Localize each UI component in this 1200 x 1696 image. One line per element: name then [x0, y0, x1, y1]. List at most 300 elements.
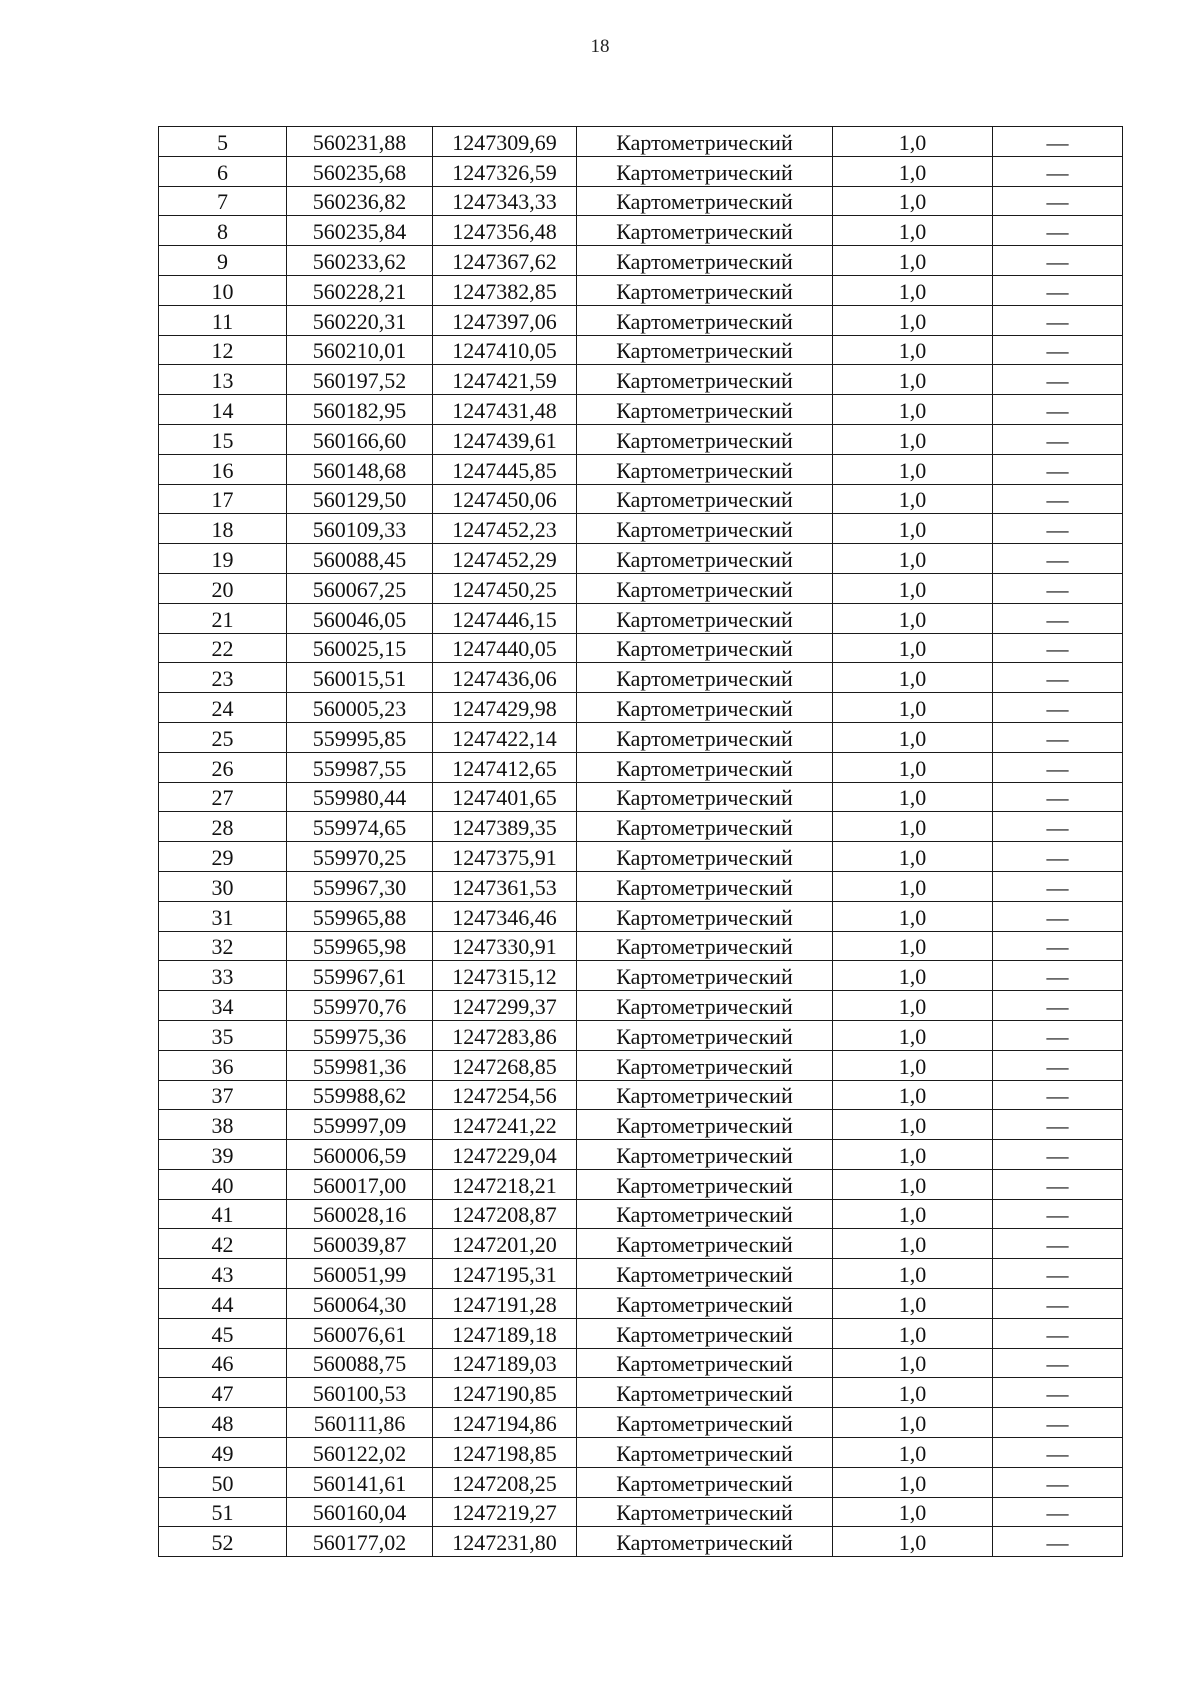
- coordinate-x-cell: 560122,02: [287, 1438, 433, 1468]
- table-row: [159, 544, 1123, 574]
- coordinate-y-cell: 1247361,53: [433, 871, 577, 901]
- accuracy-cell: 1,0: [833, 1289, 993, 1319]
- method-cell: Картометрический: [577, 484, 833, 514]
- accuracy-cell: 1,0: [833, 335, 993, 365]
- point-number-cell: 5: [159, 127, 287, 157]
- point-number-cell: 15: [159, 424, 287, 454]
- accuracy-cell: 1,0: [833, 633, 993, 663]
- coordinate-y-cell: 1247367,62: [433, 246, 577, 276]
- accuracy-cell: 1,0: [833, 1169, 993, 1199]
- accuracy-cell: 1,0: [833, 812, 993, 842]
- point-number-cell: 43: [159, 1259, 287, 1289]
- method-cell: Картометрический: [577, 603, 833, 633]
- point-number-cell: 29: [159, 842, 287, 872]
- accuracy-cell: 1,0: [833, 663, 993, 693]
- method-cell: Картометрический: [577, 1020, 833, 1050]
- accuracy-cell: 1,0: [833, 1229, 993, 1259]
- method-cell: Картометрический: [577, 305, 833, 335]
- table-row: [159, 186, 1123, 216]
- point-number-cell: 16: [159, 454, 287, 484]
- accuracy-cell: 1,0: [833, 1318, 993, 1348]
- coordinate-x-cell: 560076,61: [287, 1318, 433, 1348]
- method-cell: Картометрический: [577, 782, 833, 812]
- point-number-cell: 39: [159, 1140, 287, 1170]
- coordinate-y-cell: 1247268,85: [433, 1050, 577, 1080]
- coordinate-y-cell: 1247208,87: [433, 1199, 577, 1229]
- point-number-cell: 19: [159, 544, 287, 574]
- point-number-cell: 40: [159, 1169, 287, 1199]
- point-number-cell: 35: [159, 1020, 287, 1050]
- point-number-cell: 45: [159, 1318, 287, 1348]
- description-cell: —: [993, 186, 1123, 216]
- point-number-cell: 13: [159, 365, 287, 395]
- accuracy-cell: 1,0: [833, 901, 993, 931]
- accuracy-cell: 1,0: [833, 156, 993, 186]
- accuracy-cell: 1,0: [833, 1438, 993, 1468]
- coordinate-y-cell: 1247195,31: [433, 1259, 577, 1289]
- table-row: [159, 1140, 1123, 1170]
- method-cell: Картометрический: [577, 1289, 833, 1319]
- point-number-cell: 22: [159, 633, 287, 663]
- table-row: [159, 901, 1123, 931]
- description-cell: —: [993, 603, 1123, 633]
- coordinate-y-cell: 1247440,05: [433, 633, 577, 663]
- table-row: [159, 1110, 1123, 1140]
- coordinate-x-cell: 560064,30: [287, 1289, 433, 1319]
- coordinate-y-cell: 1247219,27: [433, 1497, 577, 1527]
- coordinate-x-cell: 559980,44: [287, 782, 433, 812]
- table-row: [159, 275, 1123, 305]
- accuracy-cell: 1,0: [833, 395, 993, 425]
- method-cell: Картометрический: [577, 1140, 833, 1170]
- coordinate-x-cell: 560039,87: [287, 1229, 433, 1259]
- coordinate-x-cell: 559981,36: [287, 1050, 433, 1080]
- method-cell: Картометрический: [577, 335, 833, 365]
- coordinate-y-cell: 1247375,91: [433, 842, 577, 872]
- coordinate-x-cell: 560025,15: [287, 633, 433, 663]
- table-row: [159, 603, 1123, 633]
- description-cell: —: [993, 1408, 1123, 1438]
- description-cell: —: [993, 1438, 1123, 1468]
- table-row: [159, 782, 1123, 812]
- coordinate-y-cell: 1247194,86: [433, 1408, 577, 1438]
- coordinate-y-cell: 1247189,18: [433, 1318, 577, 1348]
- coordinate-y-cell: 1247429,98: [433, 693, 577, 723]
- accuracy-cell: 1,0: [833, 1378, 993, 1408]
- description-cell: —: [993, 454, 1123, 484]
- coordinates-table-body: [159, 127, 1123, 1557]
- table-row: [159, 514, 1123, 544]
- method-cell: Картометрический: [577, 633, 833, 663]
- coordinate-x-cell: 560177,02: [287, 1527, 433, 1557]
- coordinate-y-cell: 1247343,33: [433, 186, 577, 216]
- coordinate-y-cell: 1247330,91: [433, 931, 577, 961]
- method-cell: Картометрический: [577, 1438, 833, 1468]
- point-number-cell: 36: [159, 1050, 287, 1080]
- coordinate-y-cell: 1247421,59: [433, 365, 577, 395]
- method-cell: Картометрический: [577, 1199, 833, 1229]
- table-row: [159, 693, 1123, 723]
- point-number-cell: 49: [159, 1438, 287, 1468]
- method-cell: Картометрический: [577, 1497, 833, 1527]
- accuracy-cell: 1,0: [833, 1467, 993, 1497]
- coordinate-x-cell: 560109,33: [287, 514, 433, 544]
- description-cell: —: [993, 633, 1123, 663]
- method-cell: Картометрический: [577, 663, 833, 693]
- coordinate-x-cell: 560005,23: [287, 693, 433, 723]
- coordinate-y-cell: 1247452,23: [433, 514, 577, 544]
- point-number-cell: 7: [159, 186, 287, 216]
- accuracy-cell: 1,0: [833, 1199, 993, 1229]
- method-cell: Картометрический: [577, 395, 833, 425]
- coordinate-x-cell: 560100,53: [287, 1378, 433, 1408]
- coordinate-y-cell: 1247389,35: [433, 812, 577, 842]
- page-number: 18: [590, 36, 610, 57]
- coordinate-x-cell: 560141,61: [287, 1467, 433, 1497]
- coordinate-y-cell: 1247446,15: [433, 603, 577, 633]
- coordinate-x-cell: 559965,88: [287, 901, 433, 931]
- description-cell: —: [993, 573, 1123, 603]
- point-number-cell: 12: [159, 335, 287, 365]
- coordinate-x-cell: 560017,00: [287, 1169, 433, 1199]
- table-row: [159, 931, 1123, 961]
- coordinate-y-cell: 1247315,12: [433, 961, 577, 991]
- accuracy-cell: 1,0: [833, 752, 993, 782]
- coordinate-x-cell: 559988,62: [287, 1080, 433, 1110]
- table-row: [159, 1289, 1123, 1319]
- method-cell: Картометрический: [577, 722, 833, 752]
- accuracy-cell: 1,0: [833, 961, 993, 991]
- method-cell: Картометрический: [577, 871, 833, 901]
- coordinate-x-cell: 560236,82: [287, 186, 433, 216]
- point-number-cell: 6: [159, 156, 287, 186]
- point-number-cell: 41: [159, 1199, 287, 1229]
- coordinate-x-cell: 560235,84: [287, 216, 433, 246]
- coordinate-y-cell: 1247326,59: [433, 156, 577, 186]
- coordinate-y-cell: 1247229,04: [433, 1140, 577, 1170]
- method-cell: Картометрический: [577, 1110, 833, 1140]
- point-number-cell: 11: [159, 305, 287, 335]
- accuracy-cell: 1,0: [833, 454, 993, 484]
- table-row: [159, 365, 1123, 395]
- coordinate-y-cell: 1247431,48: [433, 395, 577, 425]
- coordinate-x-cell: 559997,09: [287, 1110, 433, 1140]
- description-cell: —: [993, 722, 1123, 752]
- description-cell: —: [993, 1229, 1123, 1259]
- table-row: [159, 395, 1123, 425]
- accuracy-cell: 1,0: [833, 1020, 993, 1050]
- coordinate-x-cell: 560015,51: [287, 663, 433, 693]
- method-cell: Картометрический: [577, 246, 833, 276]
- accuracy-cell: 1,0: [833, 842, 993, 872]
- coordinate-x-cell: 560182,95: [287, 395, 433, 425]
- method-cell: Картометрический: [577, 931, 833, 961]
- table-row: [159, 842, 1123, 872]
- point-number-cell: 27: [159, 782, 287, 812]
- coordinate-y-cell: 1247190,85: [433, 1378, 577, 1408]
- description-cell: —: [993, 246, 1123, 276]
- method-cell: Картометрический: [577, 216, 833, 246]
- coordinate-x-cell: 560166,60: [287, 424, 433, 454]
- point-number-cell: 33: [159, 961, 287, 991]
- coordinate-x-cell: 560235,68: [287, 156, 433, 186]
- coordinate-x-cell: 560067,25: [287, 573, 433, 603]
- description-cell: —: [993, 335, 1123, 365]
- method-cell: Картометрический: [577, 961, 833, 991]
- coordinate-y-cell: 1247309,69: [433, 127, 577, 157]
- coordinate-y-cell: 1247201,20: [433, 1229, 577, 1259]
- table-row: [159, 1497, 1123, 1527]
- coordinate-x-cell: 559967,61: [287, 961, 433, 991]
- coordinate-x-cell: 560046,05: [287, 603, 433, 633]
- coordinate-x-cell: 560231,88: [287, 127, 433, 157]
- point-number-cell: 52: [159, 1527, 287, 1557]
- accuracy-cell: 1,0: [833, 931, 993, 961]
- description-cell: —: [993, 1289, 1123, 1319]
- method-cell: Картометрический: [577, 1050, 833, 1080]
- table-row: [159, 991, 1123, 1021]
- description-cell: —: [993, 812, 1123, 842]
- coordinate-x-cell: 559975,36: [287, 1020, 433, 1050]
- description-cell: —: [993, 1140, 1123, 1170]
- coordinate-y-cell: 1247189,03: [433, 1348, 577, 1378]
- coordinate-y-cell: 1247231,80: [433, 1527, 577, 1557]
- accuracy-cell: 1,0: [833, 693, 993, 723]
- method-cell: Картометрический: [577, 1348, 833, 1378]
- table-row: [159, 216, 1123, 246]
- coordinate-x-cell: 559974,65: [287, 812, 433, 842]
- description-cell: —: [993, 901, 1123, 931]
- description-cell: —: [993, 305, 1123, 335]
- coordinate-y-cell: 1247382,85: [433, 275, 577, 305]
- table-row: [159, 1378, 1123, 1408]
- accuracy-cell: 1,0: [833, 1140, 993, 1170]
- point-number-cell: 50: [159, 1467, 287, 1497]
- method-cell: Картометрический: [577, 1169, 833, 1199]
- coordinate-y-cell: 1247191,28: [433, 1289, 577, 1319]
- method-cell: Картометрический: [577, 901, 833, 931]
- accuracy-cell: 1,0: [833, 275, 993, 305]
- method-cell: Картометрический: [577, 514, 833, 544]
- table-row: [159, 663, 1123, 693]
- coordinate-x-cell: 560148,68: [287, 454, 433, 484]
- point-number-cell: 46: [159, 1348, 287, 1378]
- point-number-cell: 17: [159, 484, 287, 514]
- coordinate-x-cell: 559967,30: [287, 871, 433, 901]
- description-cell: —: [993, 1497, 1123, 1527]
- coordinate-x-cell: 560197,52: [287, 365, 433, 395]
- coordinate-x-cell: 559987,55: [287, 752, 433, 782]
- table-row: [159, 1438, 1123, 1468]
- table-row: [159, 1199, 1123, 1229]
- table-row: [159, 573, 1123, 603]
- point-number-cell: 9: [159, 246, 287, 276]
- accuracy-cell: 1,0: [833, 1527, 993, 1557]
- coordinate-y-cell: 1247299,37: [433, 991, 577, 1021]
- description-cell: —: [993, 871, 1123, 901]
- accuracy-cell: 1,0: [833, 573, 993, 603]
- point-number-cell: 26: [159, 752, 287, 782]
- description-cell: —: [993, 693, 1123, 723]
- coordinate-x-cell: 560111,86: [287, 1408, 433, 1438]
- description-cell: —: [993, 663, 1123, 693]
- coordinate-y-cell: 1247218,21: [433, 1169, 577, 1199]
- accuracy-cell: 1,0: [833, 991, 993, 1021]
- coordinate-y-cell: 1247422,14: [433, 722, 577, 752]
- accuracy-cell: 1,0: [833, 1408, 993, 1438]
- coordinate-y-cell: 1247439,61: [433, 424, 577, 454]
- description-cell: —: [993, 275, 1123, 305]
- table-row: [159, 812, 1123, 842]
- description-cell: —: [993, 424, 1123, 454]
- method-cell: Картометрический: [577, 693, 833, 723]
- method-cell: Картометрический: [577, 1408, 833, 1438]
- coordinate-x-cell: 560160,04: [287, 1497, 433, 1527]
- accuracy-cell: 1,0: [833, 1050, 993, 1080]
- description-cell: —: [993, 842, 1123, 872]
- accuracy-cell: 1,0: [833, 424, 993, 454]
- method-cell: Картометрический: [577, 1527, 833, 1557]
- description-cell: —: [993, 1050, 1123, 1080]
- point-number-cell: 18: [159, 514, 287, 544]
- accuracy-cell: 1,0: [833, 544, 993, 574]
- accuracy-cell: 1,0: [833, 484, 993, 514]
- coordinate-x-cell: 560088,45: [287, 544, 433, 574]
- method-cell: Картометрический: [577, 275, 833, 305]
- method-cell: Картометрический: [577, 1467, 833, 1497]
- table-row: [159, 1408, 1123, 1438]
- description-cell: —: [993, 1318, 1123, 1348]
- method-cell: Картометрический: [577, 1229, 833, 1259]
- point-number-cell: 25: [159, 722, 287, 752]
- coordinate-y-cell: 1247410,05: [433, 335, 577, 365]
- point-number-cell: 51: [159, 1497, 287, 1527]
- method-cell: Картометрический: [577, 454, 833, 484]
- table-row: [159, 1467, 1123, 1497]
- point-number-cell: 31: [159, 901, 287, 931]
- coordinate-y-cell: 1247397,06: [433, 305, 577, 335]
- table-row: [159, 722, 1123, 752]
- table-row: [159, 1169, 1123, 1199]
- table-row: [159, 752, 1123, 782]
- coordinate-y-cell: 1247254,56: [433, 1080, 577, 1110]
- accuracy-cell: 1,0: [833, 246, 993, 276]
- accuracy-cell: 1,0: [833, 1348, 993, 1378]
- table-row: [159, 305, 1123, 335]
- point-number-cell: 8: [159, 216, 287, 246]
- accuracy-cell: 1,0: [833, 186, 993, 216]
- description-cell: —: [993, 1199, 1123, 1229]
- table-row: [159, 1348, 1123, 1378]
- method-cell: Картометрический: [577, 1378, 833, 1408]
- table-row: [159, 871, 1123, 901]
- description-cell: —: [993, 1169, 1123, 1199]
- coordinate-x-cell: 560228,21: [287, 275, 433, 305]
- accuracy-cell: 1,0: [833, 514, 993, 544]
- table-row: [159, 1318, 1123, 1348]
- table-row: [159, 633, 1123, 663]
- coordinate-x-cell: 560028,16: [287, 1199, 433, 1229]
- method-cell: Картометрический: [577, 842, 833, 872]
- point-number-cell: 32: [159, 931, 287, 961]
- point-number-cell: 20: [159, 573, 287, 603]
- point-number-cell: 23: [159, 663, 287, 693]
- description-cell: —: [993, 991, 1123, 1021]
- method-cell: Картометрический: [577, 752, 833, 782]
- table-row: [159, 454, 1123, 484]
- method-cell: Картометрический: [577, 186, 833, 216]
- point-number-cell: 24: [159, 693, 287, 723]
- coordinate-y-cell: 1247436,06: [433, 663, 577, 693]
- coordinate-y-cell: 1247412,65: [433, 752, 577, 782]
- coordinate-x-cell: 560210,01: [287, 335, 433, 365]
- table-row: [159, 1080, 1123, 1110]
- method-cell: Картометрический: [577, 365, 833, 395]
- description-cell: —: [993, 1080, 1123, 1110]
- point-number-cell: 34: [159, 991, 287, 1021]
- description-cell: —: [993, 216, 1123, 246]
- method-cell: Картометрический: [577, 573, 833, 603]
- description-cell: —: [993, 1259, 1123, 1289]
- method-cell: Картометрический: [577, 812, 833, 842]
- coordinate-x-cell: 560006,59: [287, 1140, 433, 1170]
- table-row: [159, 156, 1123, 186]
- accuracy-cell: 1,0: [833, 871, 993, 901]
- coordinate-y-cell: 1247445,85: [433, 454, 577, 484]
- point-number-cell: 21: [159, 603, 287, 633]
- point-number-cell: 38: [159, 1110, 287, 1140]
- table-row: [159, 1050, 1123, 1080]
- coordinate-y-cell: 1247241,22: [433, 1110, 577, 1140]
- coordinate-x-cell: 559995,85: [287, 722, 433, 752]
- point-number-cell: 28: [159, 812, 287, 842]
- accuracy-cell: 1,0: [833, 1110, 993, 1140]
- point-number-cell: 14: [159, 395, 287, 425]
- point-number-cell: 48: [159, 1408, 287, 1438]
- point-number-cell: 30: [159, 871, 287, 901]
- description-cell: —: [993, 484, 1123, 514]
- description-cell: —: [993, 544, 1123, 574]
- coordinate-y-cell: 1247356,48: [433, 216, 577, 246]
- description-cell: —: [993, 1467, 1123, 1497]
- accuracy-cell: 1,0: [833, 1497, 993, 1527]
- coordinate-y-cell: 1247450,06: [433, 484, 577, 514]
- point-number-cell: 10: [159, 275, 287, 305]
- coordinate-x-cell: 560233,62: [287, 246, 433, 276]
- coordinate-x-cell: 560088,75: [287, 1348, 433, 1378]
- accuracy-cell: 1,0: [833, 722, 993, 752]
- method-cell: Картометрический: [577, 156, 833, 186]
- coordinate-y-cell: 1247450,25: [433, 573, 577, 603]
- description-cell: —: [993, 931, 1123, 961]
- table-row: [159, 335, 1123, 365]
- description-cell: —: [993, 782, 1123, 812]
- point-number-cell: 44: [159, 1289, 287, 1319]
- description-cell: —: [993, 514, 1123, 544]
- table-row: [159, 424, 1123, 454]
- table-row: [159, 1229, 1123, 1259]
- coordinate-x-cell: 560129,50: [287, 484, 433, 514]
- description-cell: —: [993, 1378, 1123, 1408]
- description-cell: —: [993, 1110, 1123, 1140]
- table-row: [159, 1527, 1123, 1557]
- coordinates-table: [158, 126, 1123, 1557]
- table-row: [159, 127, 1123, 157]
- method-cell: Картометрический: [577, 1080, 833, 1110]
- table-row: [159, 1020, 1123, 1050]
- description-cell: —: [993, 365, 1123, 395]
- table-row: [159, 484, 1123, 514]
